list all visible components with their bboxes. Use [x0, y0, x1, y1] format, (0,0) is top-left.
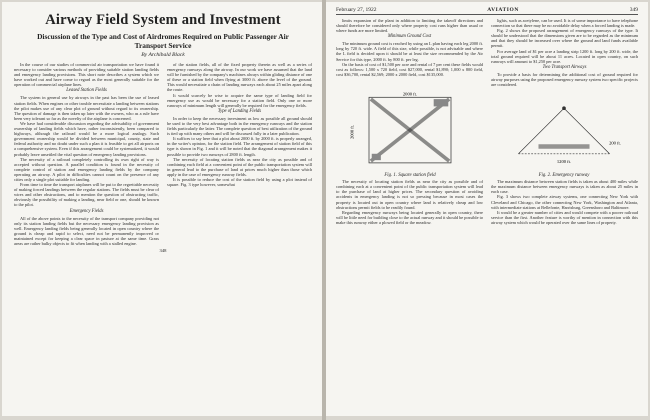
header-page-number: 349 [629, 7, 638, 13]
figure-2 [490, 90, 638, 178]
left-column-2 [167, 62, 312, 246]
body-paragraph: lights, such as acetylene, can be used. It is of some importance to have telephone connection so that there may be no avoidable delay when a forced landing is made. [491, 18, 638, 29]
figures-row [336, 90, 638, 178]
body-paragraph: It would scarcely be wise to acquire the same type of landing field for emergency use as would be necessary for a station field. Only one or more runways of minimum length will generally be required for the emergency fields. [167, 92, 312, 108]
section-heading: Leased Station Fields [66, 88, 107, 94]
left-page [2, 2, 322, 416]
body-paragraph: Fig. 2 shows the proposed arrangement of emergency runways of the type. It should be understood that the dimensions given are to be regarded as the minimum and that they should be increased over where the ground and land funds available permit. [491, 28, 638, 49]
body-paragraph: For average land of $1 per acre a landing strip 1200 ft. long by 200 ft. wide, the total ground required will be about 11 acres. Located in open country, on such runways will amount to $1,250 per acre. [491, 48, 638, 64]
body-paragraph: All of the above points to the necessity of the transport company providing not only its station landing fields but the necessary emergency landing provision as well. Emergency landing fields being generally located in open country where the ground is cheap and rapid to select, need not be permanently improved or maintained except for keeping a clear space in pasture at the same time. Grass areas are rather bulky objects to fit when landing with a stalled engine. [14, 215, 159, 246]
body-paragraph: It suffices to say here that a plot about 2000 ft. by 2000 ft. is properly arranged, in the writer's opinion, for the station field. The arrangement of station field of this type is shown in Fig. 1 and it will be noted that the diagonal arrangement makes it possible to provide two runways of 2800 ft. length. [167, 136, 312, 157]
left-page-number: 348 [159, 248, 167, 254]
right-page [326, 2, 648, 416]
section-heading: Two Transport Airways [542, 64, 587, 70]
right-column-2 [491, 18, 638, 87]
article-title: Airway Field System and Investment [45, 12, 281, 28]
body-paragraph: On the basis of cost of $1,500 per acre and rental of 7 per cent these fields would cost as follows: 1,500 x 720 field, cost $27,000, rental $1,890; 1,000 x 800 field, cost $36,700, rental $2,569; 2000 x 2000 field, cost $135,000. [336, 61, 483, 77]
office-block [372, 154, 381, 160]
body-paragraph: In order to keep the necessary investment as low as possible all ground should be used to the very best advantage both in the emergency runways and the station fields particularly the latter. The complete question of best utilization of the ground is tied up with many others and will be discussed fully in a later publication. [167, 115, 312, 137]
body-paragraph: The minimum ground cost is reached by using an L plan having each leg 2000 ft. long by 720 ft. wide. A field of this size, while possible, is not advisable and where the L field is decided upon it should be at least the size recommended by the Air Service for this type, 2000 ft. by 800 ft. per leg. [336, 41, 483, 62]
fig2-length-dimension: 1200 ft. [556, 159, 572, 165]
body-paragraph: The necessity of locating station fields as near the city as possible and of combining each field at a convenient point of the public transportation system will in general lead to the purchase of land at prices much higher than those which apply in the case of emergency runway fields. [167, 156, 312, 177]
body-paragraph: To provide a basis for determining the additional cost of ground required for airway purposes using the proposed emergency runway system two specific projects are considered. [491, 71, 638, 88]
body-paragraph: It is possible to reduce the cost of the station field by using a plot instead of square. Fig. 3 type however, somewhat [167, 176, 312, 188]
body-paragraph: The necessity of locating station fields as near the city as possible and of combining each at a convenient point of the public transportation system will lead to the purchase of land at higher prices. The secondary question of avoiding accidents in emergency landing is not so pressing because in most cases the property is located out in open country where land is relatively cheap and low obstructions permit fields to be readily found. [336, 179, 483, 210]
article-subtitle: Discussion of the Type and Cost of Airdromes Required on Public Passenger Air Transport Service [37, 32, 289, 50]
right-top-columns [336, 18, 638, 87]
right-column-1 [336, 18, 483, 87]
left-columns [14, 62, 312, 246]
body-paragraph: The maximum distance between station fields is taken as about 400 miles while the maximum distance between emergency runways is taken as about 25 miles in each case. [491, 179, 638, 195]
section-heading: Type of Landing Fields [217, 108, 262, 114]
fig1-top-dimension: 2000 ft. [402, 91, 418, 97]
fig2-width-dimension: 200 ft. [609, 140, 621, 146]
body-paragraph: limits expansion of the plant in addition to limiting the takeoff directions and should therefore be considered only where property cost runs higher than usual or where funds are more limited. [336, 18, 483, 34]
running-header [336, 7, 638, 15]
header-journal-title: AVIATION [487, 7, 520, 13]
body-paragraph: The necessity of a railroad completely controlling its own right of way is accepted without question. A parallel condition is found in the necessity of complete control of station and emergency landing fields by the company operating an airway. A pilot in difficulties cannot count on the presence of any cities only a single plot suitable for landing. [14, 156, 159, 182]
hangar-block [434, 99, 449, 106]
square-station-field-diagram [336, 90, 484, 172]
right-bottom-column-2 [491, 179, 638, 225]
body-paragraph: of the station fields, all of the fixed property therein as well as a series of emergency runways along the airway. In our work we have assumed that the land will be furnished by the company's machines always within gliding distance of one of these or a station field when flying at 3000 ft. above the level of the ground. This would necessitate a chain of landing runways each about 25 miles apart along the route. [167, 62, 312, 93]
body-paragraph: In the course of our studies of commercial air transportation we have found it necessary to consider various methods of providing suitable station landing fields and emergency landing provisions. This short note describes a system which we have worked out and have come to regard as the most generally suitable for the operation of commercial airplane lines. [14, 62, 159, 88]
body-paragraph: From time to time the transport airplanes will be put to the regrettable necessity of making forced landings between the regular stations. The fields must be clear of wires and other obstructions, and to mention the question of obstructing traffic, obviously the possibility of making a landing, near field or one, should be known to the pilot. [14, 182, 159, 208]
right-bottom-column-1 [336, 179, 483, 225]
emergency-runway-diagram [490, 90, 638, 172]
fig1-side-dimension: 2000 ft. [349, 124, 355, 140]
section-heading: Minimum Ground Cost [387, 34, 432, 40]
body-paragraph: Regarding emergency runways being located generally in open country, there will be little need for building close to the actual runway and it should be possible to make this runway either a plowed field or the meadow. [336, 209, 483, 225]
body-paragraph: We have had considerable discussion regarding the advisability of government ownership of landing fields which have, rather inconsistently, been compared to highways, although the railroad would be a more logical analogy. Such government ownership would be divided between municipal, county, state and federal authority and no doubt under such a plan it is feasible to get all airports on a comprehensive system. Even if this arrangement could be systematized, it would probably leave unsettled the vital question of emergency landing provisions. [14, 120, 159, 157]
runway-marker [562, 107, 566, 111]
figure-2-caption: Fig. 2. Emergency runway [538, 173, 590, 179]
left-column-1 [14, 62, 159, 246]
header-date: February 27, 1922 [336, 7, 377, 13]
figure-1-caption: Fig. 1. Square station field [384, 173, 436, 179]
body-paragraph: Fig. 3 shows two complete airway systems, one connecting New York with Cleveland and Chicago, the other connecting New York, Washington and Atlanta, with intermediate stations at Bellefonte, Harrisburg, Greensboro and Baltimore. [491, 194, 638, 210]
section-heading: Emergency Fields [69, 208, 104, 214]
body-paragraph: The system in general use by airways in the past has been the use of leased station fields. When engines or other trouble necessitate a landing between stations the pilot makes use of any clear plot of ground without regard to its ownership. The question of damage is then taken up later with the owners, who as a rule have been very tolerant so far as the novelty of the airplane is concerned. [14, 95, 159, 121]
right-bottom-columns [336, 179, 638, 225]
article-author: By Archibald Black [141, 52, 185, 58]
body-paragraph: It would be a greater number of cities and would compete with a poorer railroad service than the first. Another feature is worthy of mention in connection with this airway system which would be operated over the same lines of property. [491, 209, 638, 225]
figure-1 [336, 90, 484, 178]
